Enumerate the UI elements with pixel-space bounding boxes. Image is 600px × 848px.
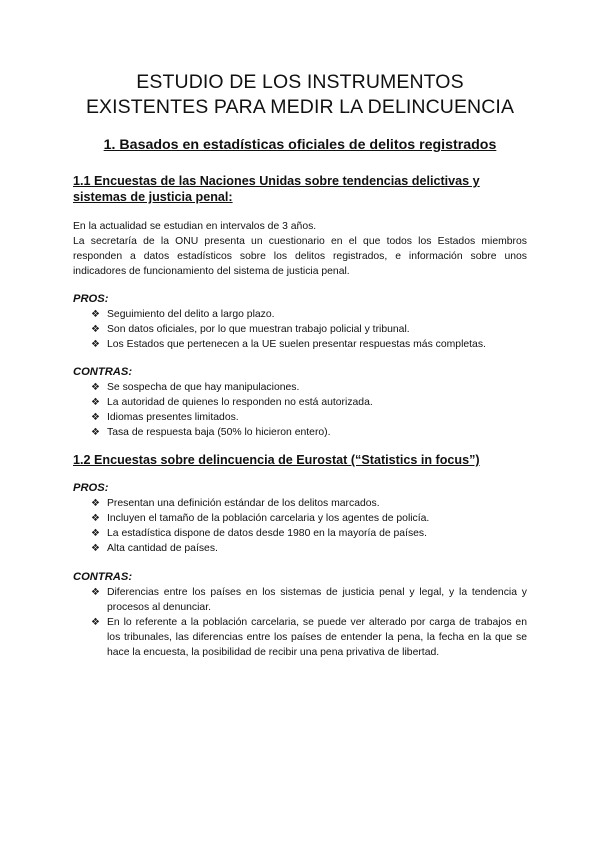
diamond-bullet-icon: ❖ [91,513,100,524]
list-item: ❖ Incluyen el tamaño de la población carcelaria y los agentes de policía. [91,513,430,524]
intro-line: En la actualidad se estudian en intervalos de 3 años. [73,221,317,232]
intro-paragraph: La secretaría de la ONU presenta un cuestionario en el que todos los Estados miembros responden a datos estadísticos sobre los delitos registrados, e información sobre unos indicadores de funcionamiento del sistema de justicia penal. [73,236,527,277]
diamond-bullet-icon: ❖ [91,528,100,539]
diamond-bullet-icon: ❖ [91,498,100,509]
pros-label: PROS: [73,482,109,494]
diamond-bullet-icon: ❖ [91,324,100,335]
document-title [73,70,527,120]
section-heading: 1. Basados en estadísticas oficiales de delitos registrados [103,137,497,153]
list-item: ❖ Se sospecha de que hay manipulaciones. [91,382,300,393]
list-item: ❖ La autoridad de quienes lo responden no está autorizada. [91,397,373,408]
list-item: ❖ Seguimiento del delito a largo plazo. [91,309,275,320]
diamond-bullet-icon: ❖ [91,397,100,408]
list-item: ❖ Son datos oficiales, por lo que muestran trabajo policial y tribunal. [91,324,410,335]
subsection-heading-1: 1.1 Encuestas de las Naciones Unidas sobre tendencias delictivas y sistemas de justicia penal: [73,174,480,204]
title-line-1: ESTUDIO DE LOS INSTRUMENTOS [136,71,464,93]
diamond-bullet-icon: ❖ [91,617,100,628]
list-item: ❖ La estadística dispone de datos desde 1980 en la mayoría de países. [91,528,428,539]
diamond-bullet-icon: ❖ [91,412,100,423]
list-item: ❖ Presentan una definición estándar de los delitos marcados. [91,498,380,509]
list-item: ❖ Tasa de respuesta baja (50% lo hicieron entero). [91,427,331,438]
diamond-bullet-icon: ❖ [91,543,100,554]
diamond-bullet-icon: ❖ [91,309,100,320]
contras-list [73,585,527,660]
list-item: ❖ Diferencias entre los países en los sistemas de justicia penal y legal, y la tendencia y procesos al denunciar. [91,587,527,613]
list-item: ❖ Idiomas presentes limitados. [91,412,239,423]
pros-list [73,496,527,556]
diamond-bullet-icon: ❖ [91,339,100,350]
pros-list [73,307,527,352]
contras-list [73,380,527,440]
list-item: ❖ Alta cantidad de países. [91,543,218,554]
diamond-bullet-icon: ❖ [91,382,100,393]
contras-label: CONTRAS: [73,366,133,378]
contras-label: CONTRAS: [73,571,133,583]
subsection-heading-2: 1.2 Encuestas sobre delincuencia de Eurostat (“Statistics in focus”) [73,453,480,467]
diamond-bullet-icon: ❖ [91,587,100,598]
title-line-2: EXISTENTES PARA MEDIR LA DELINCUENCIA [85,96,515,118]
pros-label: PROS: [73,293,109,305]
list-item: ❖ Los Estados que pertenecen a la UE suelen presentar respuestas más completas. [91,339,486,350]
list-item: ❖ En lo referente a la población carcelaria, se puede ver alterado por carga de trabajos en los tribunales, las diferencias entre los países de entender la pena, la fecha en la que se hace la encuesta, la posibilidad de recibir una pena privativa de libertad. [91,617,527,658]
diamond-bullet-icon: ❖ [91,427,100,438]
